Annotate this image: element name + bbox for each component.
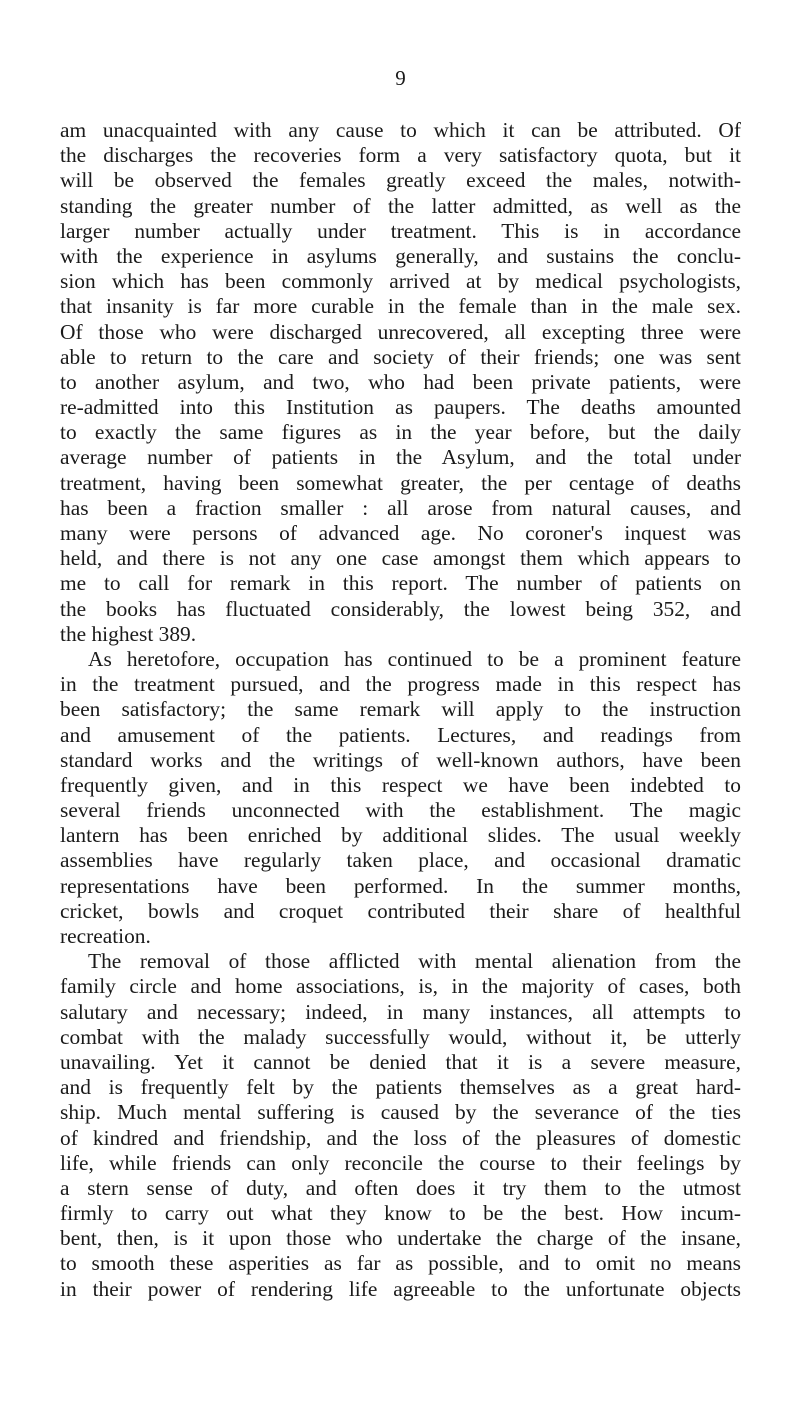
text-line: to smooth these asperities as far as possible, and to omit no means: [60, 1251, 741, 1276]
text-line: combat with the malady successfully would, without it, be utterly: [60, 1024, 741, 1049]
text-line: been satisfactory; the same remark will apply to the instruction: [60, 697, 741, 722]
text-line: will be observed the females greatly exceed the males, notwith-: [60, 168, 741, 193]
text-line: that insanity is far more curable in the female than in the male sex.: [60, 294, 741, 319]
text-line: me to call for remark in this report. The number of patients on: [60, 571, 741, 596]
text-line: unavailing. Yet it cannot be denied that it is a severe measure,: [60, 1049, 741, 1074]
text-line: has been a fraction smaller : all arose from natural causes, and: [60, 495, 741, 520]
text-line: to another asylum, and two, who had been private patients, were: [60, 369, 741, 394]
text-line: salutary and necessary; indeed, in many instances, all attempts to: [60, 999, 741, 1024]
text-line: of kindred and friendship, and the loss of the pleasures of domestic: [60, 1125, 741, 1150]
text-line: firmly to carry out what they know to be the best. How incum-: [60, 1201, 741, 1226]
paragraph: [60, 949, 741, 1302]
text-line: family circle and home associations, is, in the majority of cases, both: [60, 974, 741, 999]
paragraph: [60, 647, 741, 949]
text-line: several friends unconnected with the establishment. The magic: [60, 798, 741, 823]
text-line: held, and there is not any one case amongst them which appears to: [60, 546, 741, 571]
text-line: able to return to the care and society of their friends; one was sent: [60, 344, 741, 369]
paragraph: [60, 118, 741, 647]
text-line: the discharges the recoveries form a very satisfactory quota, but it: [60, 143, 741, 168]
text-line: re-admitted into this Institution as paupers. The deaths amounted: [60, 395, 741, 420]
text-line: life, while friends can only reconcile the course to their feelings by: [60, 1150, 741, 1175]
text-line: sion which has been commonly arrived at by medical psychologists,: [60, 269, 741, 294]
text-line: am unacquainted with any cause to which it can be attributed. Of: [60, 118, 741, 142]
text-line: lantern has been enriched by additional slides. The usual weekly: [60, 823, 741, 848]
text-line: in the treatment pursued, and the progress made in this respect has: [60, 672, 741, 697]
text-line: Of those who were discharged unrecovered, all excepting three were: [60, 319, 741, 344]
text-line: the highest 389.: [60, 621, 197, 646]
text-line: and is frequently felt by the patients themselves as a great hard-: [60, 1075, 741, 1100]
text-line: ship. Much mental suffering is caused by the severance of the ties: [60, 1100, 741, 1125]
text-line: in their power of rendering life agreeable to the unfortunate objects: [60, 1276, 741, 1301]
text-line: bent, then, is it upon those who undertake the charge of the insane,: [60, 1226, 741, 1251]
text-line: a stern sense of duty, and often does it try them to the utmost: [60, 1175, 741, 1200]
text-line: and amusement of the patients. Lectures, and readings from: [60, 722, 741, 747]
text-line: standing the greater number of the latter admitted, as well as the: [60, 193, 741, 218]
page-number: 9: [395, 66, 406, 90]
text-line: the books has fluctuated considerably, the lowest being 352, and: [60, 596, 741, 621]
text-line: treatment, having been somewhat greater, the per centage of deaths: [60, 470, 741, 495]
text-line: cricket, bowls and croquet contributed their share of healthful: [60, 898, 741, 923]
body-text: [60, 118, 741, 1302]
text-line: As heretofore, occupation has continued to be a prominent feature: [88, 646, 741, 671]
text-line: frequently given, and in this respect we have been indebted to: [60, 772, 741, 797]
text-line: average number of patients in the Asylum, and the total under: [60, 445, 741, 470]
text-line: to exactly the same figures as in the year before, but the daily: [60, 420, 741, 445]
text-line: larger number actually under treatment. This is in accordance: [60, 218, 741, 243]
text-line: assemblies have regularly taken place, and occasional dramatic: [60, 848, 741, 873]
text-line: recreation.: [60, 924, 151, 948]
text-line: many were persons of advanced age. No coroner's inquest was: [60, 521, 741, 545]
text-line: representations have been performed. In the summer months,: [60, 873, 741, 898]
text-line: The removal of those afflicted with mental alienation from the: [88, 949, 741, 974]
text-line: standard works and the writings of well-known authors, have been: [60, 747, 741, 772]
text-line: with the experience in asylums generally, and sustains the conclu-: [60, 243, 741, 268]
